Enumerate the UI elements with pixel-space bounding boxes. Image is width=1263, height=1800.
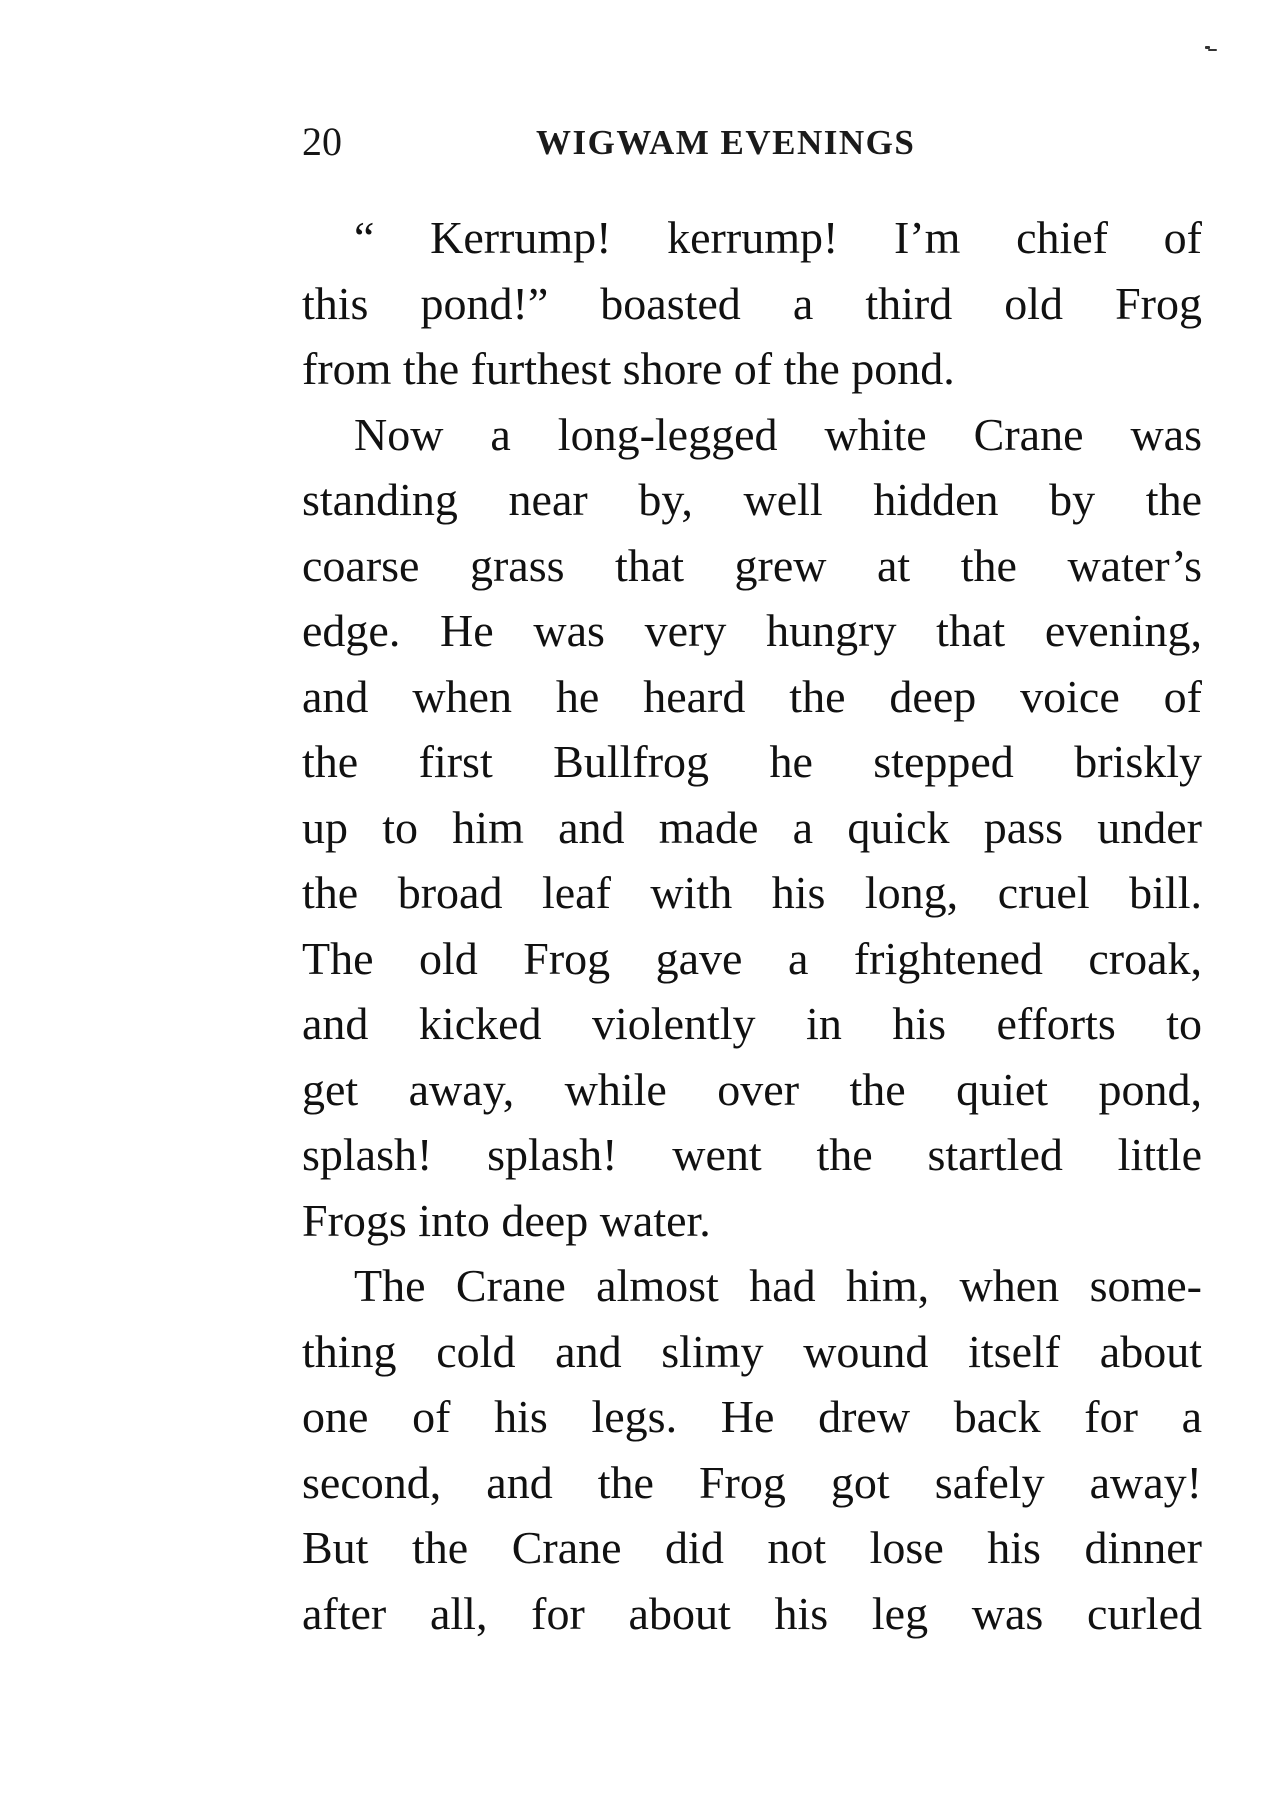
text-line: after all, for about his leg was curled [302,1587,1202,1639]
text-line: the broad leaf with his long, cruel bill. [302,867,1202,918]
text-line: standing near by, well hidden by the [302,474,1202,525]
text-line: and kicked violently in his efforts to [302,998,1202,1049]
text-line: But the Crane did not lose his dinner [302,1522,1202,1573]
text-line: from the furthest shore of the pond. [302,343,955,394]
text-line: the first Bullfrog he stepped briskly [302,736,1202,787]
page-number: 20 [302,119,342,164]
text-line: second, and the Frog got safely away! [302,1456,1202,1508]
text-line: The old Frog gave a frightened croak, [302,932,1202,984]
text-line: this pond!” boasted a third old Frog [302,277,1202,329]
text-line: The Crane almost had him, when some- [354,1260,1202,1311]
text-line: and when he heard the deep voice of [302,670,1202,722]
text-line: one of his legs. He drew back for a [302,1391,1202,1442]
text-line: “ Kerrump! kerrump! I’m chief of [354,212,1202,263]
page-header [302,116,1202,168]
text-line: get away, while over the quiet pond, [302,1063,1202,1115]
text-line: Frogs into deep water. [302,1194,711,1246]
text-line: coarse grass that grew at the water’s [302,539,1202,591]
text-line: Now a long-legged white Crane was [354,408,1202,460]
running-title: WIGWAM EVENINGS [536,123,916,162]
text-line: splash! splash! went the startled little [302,1129,1202,1180]
body-text [302,205,1202,1675]
text-line: edge. He was very hungry that evening, [302,605,1202,656]
text-line: thing cold and slimy wound itself about [302,1325,1202,1377]
text-line: up to him and made a quick pass under [302,801,1202,853]
scan-speck [1205,46,1219,52]
